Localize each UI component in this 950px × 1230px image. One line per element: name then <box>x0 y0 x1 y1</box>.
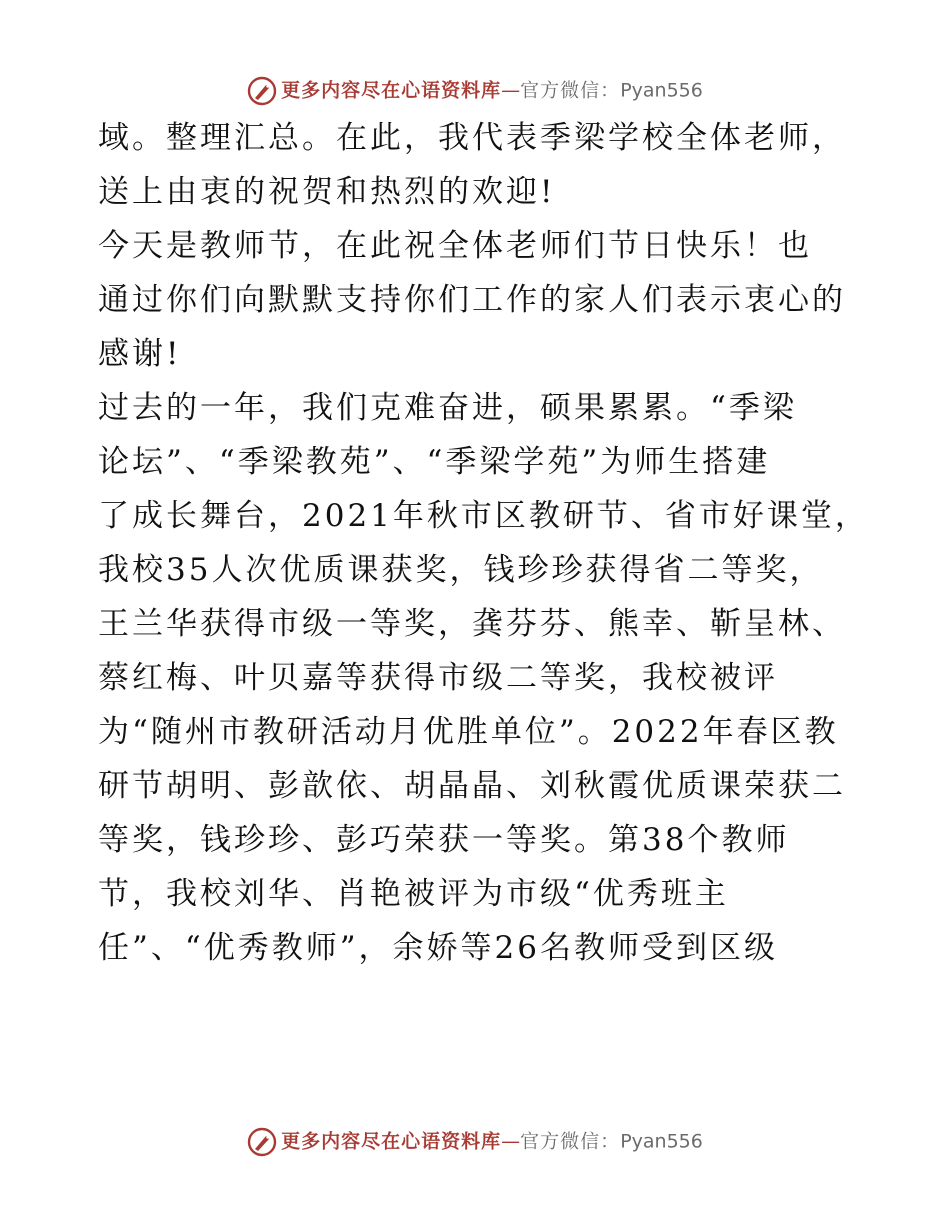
text-line: 为“随州市教研活动月优胜单位”。2022年春区教 <box>98 714 839 750</box>
document-body <box>98 118 898 982</box>
text-line: 蔡红梅、叶贝嘉等获得市级二等奖，我校被评 <box>98 660 778 696</box>
text-line: 送上由衷的祝贺和热烈的欢迎! <box>98 174 556 210</box>
text-line: 节，我校刘华、肖艳被评为市级“优秀班主 <box>98 876 729 912</box>
watermark-wechat-label: 官方微信： <box>520 79 621 102</box>
watermark-text: 更多内容尽在心语资料库 <box>281 1130 502 1153</box>
watermark-wechat-label: 官方微信： <box>520 1130 621 1153</box>
watermark-wechat-id: Pyan556 <box>620 1130 703 1153</box>
text-line: 论坛”、“季梁教苑”、“季梁学苑”为师生搭建 <box>98 444 771 480</box>
text-line: 域。整理汇总。在此，我代表季梁学校全体老师， <box>98 120 846 156</box>
header-watermark <box>0 73 950 107</box>
text-line: 等奖，钱珍珍、彭巧荣获一等奖。第38个教师 <box>98 822 790 858</box>
text-line: 今天是教师节，在此祝全体老师们节日快乐！也 <box>98 228 812 264</box>
text-line: 感谢! <box>98 336 182 372</box>
text-line: 王兰华获得市级一等奖，龚芬芬、熊幸、靳呈林、 <box>98 606 846 642</box>
text-line: 过去的一年，我们克难奋进，硕果累累。“季梁 <box>98 390 797 426</box>
fountain-pen-logo-icon <box>247 1127 277 1157</box>
text-line: 研节胡明、彭歆依、胡晶晶、刘秋霞优质课荣获二 <box>98 768 846 804</box>
watermark-text: 更多内容尽在心语资料库 <box>281 79 502 102</box>
fountain-pen-logo-icon <box>247 76 277 106</box>
watermark-dash: — <box>501 79 521 102</box>
watermark-dash: — <box>501 1130 521 1153</box>
text-line: 了成长舞台，2021年秋市区教研节、省市好课堂， <box>98 498 869 534</box>
text-line: 通过你们向默默支持你们工作的家人们表示衷心的 <box>98 282 846 318</box>
footer-watermark <box>0 1124 950 1158</box>
text-line: 任”、“优秀教师”，余娇等26名教师受到区级 <box>98 930 778 966</box>
watermark-wechat-id: Pyan556 <box>620 79 703 102</box>
text-line: 我校35人次优质课获奖，钱珍珍获得省二等奖， <box>98 552 824 588</box>
